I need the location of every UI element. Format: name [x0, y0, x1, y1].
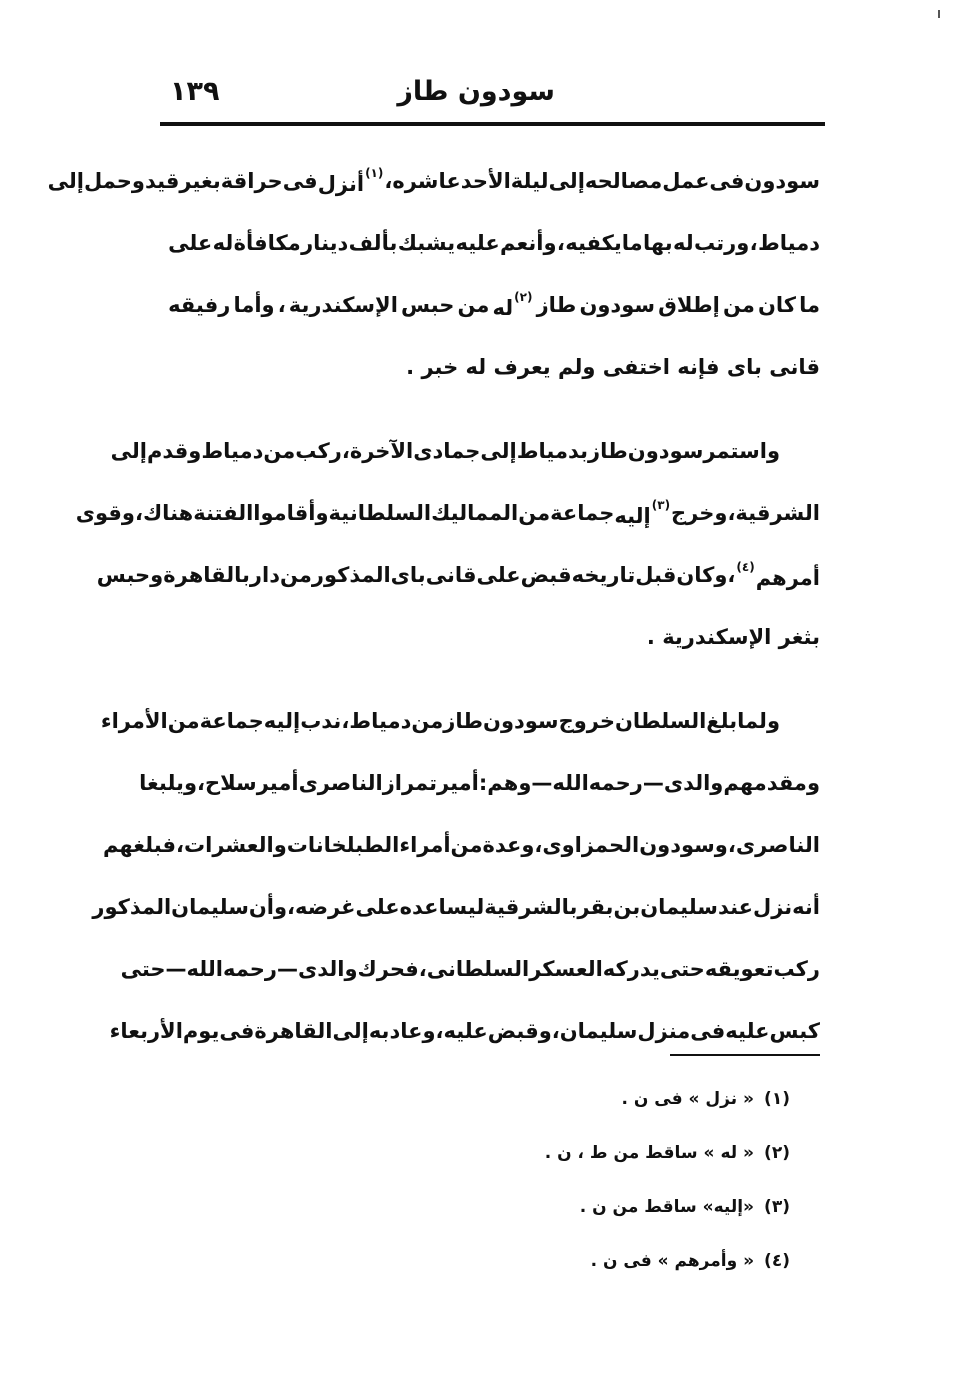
- word: سليمان: [171, 895, 249, 919]
- text-line: [100, 690, 820, 752]
- word: دمياط: [757, 231, 820, 255]
- word: —: [531, 771, 553, 795]
- word: المذكور: [311, 563, 391, 587]
- word: سودون: [627, 439, 704, 463]
- word: حراقة: [220, 169, 283, 193]
- word: ندب: [300, 709, 342, 733]
- word: على: [168, 231, 213, 255]
- word: ،: [418, 957, 427, 981]
- word: ويلبغا: [139, 771, 197, 795]
- word: —: [277, 957, 298, 981]
- word: وكان: [676, 563, 728, 587]
- word: قانى: [425, 563, 477, 587]
- word: السلطانى: [426, 957, 530, 981]
- footnote-number: (٤): [764, 1251, 790, 1271]
- word: عليه: [725, 1019, 770, 1043]
- word: ،: [727, 833, 736, 857]
- footnote-item: [490, 1234, 790, 1288]
- word: بالشرقية: [484, 895, 578, 919]
- word: الحمزاوى: [542, 833, 640, 857]
- word: السلطانية: [328, 501, 432, 525]
- footnote-text: « نزل » فى ن .: [621, 1089, 755, 1109]
- footnote-text: « له » ساقط من ط ، ن .: [544, 1143, 755, 1163]
- word: نزل: [753, 895, 793, 919]
- word: مكافأة: [233, 231, 301, 255]
- word: وأن: [248, 895, 288, 919]
- paragraph-1: [47, 150, 820, 398]
- word: اختفى: [602, 355, 670, 379]
- word: بن: [613, 895, 641, 919]
- word: سودون: [579, 293, 656, 317]
- word: وهم: [487, 771, 532, 795]
- word: رحمه: [588, 771, 643, 795]
- word: واستمر: [703, 439, 780, 463]
- word: رفيقه: [168, 293, 231, 317]
- text-line: [102, 814, 820, 876]
- footnote-number: (٢): [764, 1143, 790, 1163]
- word: عمل: [662, 169, 710, 193]
- word: أمراء: [399, 833, 451, 857]
- word: إليه: [614, 504, 651, 528]
- word-with-note: [735, 560, 820, 590]
- word: وقوى: [75, 501, 135, 525]
- word: ،: [727, 563, 736, 587]
- word: سودون: [483, 709, 559, 733]
- word: قانى: [769, 355, 820, 379]
- word: وأقاموا: [253, 501, 329, 525]
- word: ما: [799, 293, 820, 317]
- word: وحمل: [83, 169, 145, 193]
- word: الله: [186, 957, 223, 981]
- word: بألف: [348, 231, 398, 255]
- word: دينار: [301, 231, 349, 255]
- word: أمرهم: [755, 566, 820, 590]
- footnote-text: « وأمرهم » فى ن .: [590, 1251, 755, 1271]
- word: حتى: [120, 957, 166, 981]
- word: الله: [552, 771, 589, 795]
- word: بثغر: [778, 625, 820, 649]
- word: فى: [282, 169, 318, 193]
- word: .: [646, 625, 655, 649]
- word: إلى: [110, 439, 148, 463]
- text-line: [168, 212, 820, 274]
- word: ،: [727, 501, 736, 525]
- word: الإسكندرية: [662, 625, 772, 649]
- word: مايكفيه: [565, 231, 643, 255]
- word: من: [280, 563, 312, 587]
- text-line: [109, 1000, 820, 1062]
- word: تاريخه: [571, 563, 636, 587]
- word: منزل: [637, 1019, 691, 1043]
- footnote-number: (١): [764, 1089, 790, 1109]
- word: ركب: [295, 439, 342, 463]
- word: طاز: [588, 439, 628, 463]
- word: أنه: [792, 895, 820, 919]
- word: السلطان: [614, 709, 707, 733]
- word: مصالحه: [584, 169, 663, 193]
- word-with-note: [493, 290, 534, 320]
- word: خروج: [558, 709, 615, 733]
- word: من: [450, 833, 483, 857]
- word: ،: [551, 1019, 560, 1043]
- footnotes: [490, 1072, 790, 1288]
- word: سلاح،: [197, 771, 257, 795]
- word: ركب: [773, 957, 820, 981]
- word: باى: [390, 563, 426, 587]
- word: ،: [534, 833, 543, 857]
- word: إليه: [263, 709, 301, 733]
- word: ،: [341, 709, 350, 733]
- word: إلى: [47, 169, 84, 193]
- word: به: [368, 1019, 390, 1043]
- word: جماعة: [550, 501, 615, 525]
- word: الناصرى: [298, 771, 383, 795]
- word: فبلغهم: [102, 833, 177, 857]
- word: إلى: [548, 169, 585, 193]
- word: الطبلخانات: [286, 833, 400, 857]
- word: عليه: [443, 1019, 488, 1043]
- word: من: [518, 501, 551, 525]
- text-line: [75, 482, 820, 544]
- word: وخرج: [671, 501, 728, 525]
- word: من: [411, 709, 444, 733]
- word: العسكر: [529, 957, 603, 981]
- word: .: [406, 355, 415, 379]
- word: تمراز: [382, 771, 438, 795]
- word: يعرف: [493, 355, 551, 379]
- word: الفتنة: [193, 501, 254, 525]
- word: بقر: [577, 895, 614, 919]
- word: بالقاهرة: [163, 563, 250, 587]
- word: الأمراء: [100, 709, 168, 733]
- word: وقدم: [147, 439, 202, 463]
- word: فى: [690, 1019, 726, 1043]
- word: فإنه: [677, 355, 720, 379]
- footnote-ref-1: (١): [365, 166, 384, 180]
- footnote-ref-3: (٣): [651, 498, 671, 512]
- word: القاهرة: [254, 1019, 333, 1043]
- word: أمير: [437, 771, 479, 795]
- word: ،: [287, 895, 296, 919]
- word: —: [642, 771, 664, 795]
- word: إلى: [332, 1019, 369, 1043]
- paragraph-2: [75, 420, 820, 668]
- word: سودون: [744, 169, 820, 193]
- word: ،: [749, 231, 758, 255]
- word: عاشره،: [384, 169, 461, 193]
- word: الإسكندرية: [288, 293, 398, 317]
- footnote-rule: [670, 1054, 820, 1056]
- text-line: [96, 544, 820, 606]
- word: دمياط: [201, 439, 264, 463]
- word: ،: [134, 501, 143, 525]
- word: من: [722, 293, 755, 317]
- text-line: [168, 606, 820, 668]
- word: له: [673, 231, 694, 255]
- text-line: [92, 876, 820, 938]
- word: ولم: [558, 355, 596, 379]
- word: قبض: [520, 563, 572, 587]
- word: له: [492, 296, 514, 320]
- word: له: [465, 355, 487, 379]
- paragraph-gap: [168, 668, 820, 690]
- scan-mark: [938, 10, 940, 18]
- word: الآخرة،: [341, 439, 414, 463]
- word: من: [167, 709, 200, 733]
- page-header: [160, 72, 825, 122]
- word: رحمه: [222, 957, 277, 981]
- word: دار: [249, 563, 280, 587]
- word: كان: [757, 293, 796, 317]
- word-with-note: [614, 498, 671, 528]
- word: تعويقه: [704, 957, 774, 981]
- word: الأربعاء: [109, 1019, 183, 1043]
- word-with-note: [318, 166, 385, 196]
- word: ورتب: [693, 231, 750, 255]
- word: بغير: [179, 169, 221, 193]
- paragraph-3: [92, 690, 820, 1062]
- word: يوم: [182, 1019, 220, 1043]
- word: قبل: [635, 563, 677, 587]
- paragraph-gap: [168, 398, 820, 420]
- word: دمياط: [349, 709, 412, 733]
- text-line: [139, 752, 820, 814]
- footnote-ref-2: (٢): [514, 290, 533, 304]
- word: وقبض: [487, 1019, 552, 1043]
- word: المماليك: [431, 501, 519, 525]
- footnote-item: [490, 1180, 790, 1234]
- word: ولما: [737, 709, 780, 733]
- word: إطلاق: [658, 293, 720, 317]
- text-line: [168, 336, 820, 398]
- text-line: [110, 420, 820, 482]
- word: باى: [726, 355, 762, 379]
- word: الأحد: [460, 169, 511, 193]
- word: قيد: [144, 169, 180, 193]
- word: يشبك: [397, 231, 456, 255]
- word: وعاد: [389, 1019, 436, 1043]
- word: بها: [643, 231, 673, 255]
- word: عند: [717, 895, 753, 919]
- word: له: [212, 231, 234, 255]
- word: فحرك: [357, 957, 419, 981]
- word: المذكور: [92, 895, 172, 919]
- word: جماعة: [199, 709, 264, 733]
- word: إلى: [480, 439, 517, 463]
- word: والدى: [663, 771, 724, 795]
- word: :: [478, 771, 488, 795]
- word: فى: [709, 169, 745, 193]
- word: يدركه: [602, 957, 660, 981]
- word: ليلة: [510, 169, 549, 193]
- word: جمادى: [413, 439, 481, 463]
- word: هناك: [142, 501, 194, 525]
- word: بلغ: [706, 709, 738, 733]
- word: غرضه: [295, 895, 356, 919]
- word: ،: [277, 293, 286, 317]
- word: وحبس: [96, 563, 164, 587]
- word: من: [457, 293, 490, 317]
- word: من: [263, 439, 296, 463]
- text-line: [47, 150, 820, 212]
- word: الناصرى: [735, 833, 820, 857]
- footnote-item: [490, 1072, 790, 1126]
- running-title: سودون طاز: [397, 76, 555, 107]
- word: ليساعده: [399, 895, 485, 919]
- footnote-ref-4: (٤): [736, 560, 755, 574]
- word: فى: [219, 1019, 255, 1043]
- word: كبس: [769, 1019, 820, 1043]
- word: ،: [176, 833, 185, 857]
- word: وعدة: [482, 833, 535, 857]
- word: خبر: [421, 355, 459, 379]
- word: على: [355, 895, 400, 919]
- word: سليمان: [559, 1019, 638, 1043]
- word: على: [476, 563, 521, 587]
- footnote-item: [490, 1126, 790, 1180]
- text-line: [120, 938, 820, 1000]
- word: طاز: [443, 709, 484, 733]
- word: بدمياط: [516, 439, 589, 463]
- footnote-number: (٣): [764, 1197, 790, 1217]
- header-rule: [160, 122, 825, 126]
- word: وأما: [233, 293, 275, 317]
- footnote-text: «إليه» ساقط من ن .: [579, 1197, 755, 1217]
- word: والدى: [298, 957, 358, 981]
- word: ،: [435, 1019, 444, 1043]
- page-number: ١٣٩: [170, 76, 220, 107]
- word: وأنعم: [500, 231, 557, 255]
- word: ومقدمهم: [723, 771, 820, 795]
- word: طاز: [536, 293, 577, 317]
- word: ،: [556, 231, 565, 255]
- word: حبس: [401, 293, 455, 317]
- word: وسودون: [639, 833, 728, 857]
- word: والعشرات: [184, 833, 287, 857]
- word: أمير: [256, 771, 299, 795]
- main-text: [47, 150, 820, 1062]
- word: سليمان: [640, 895, 718, 919]
- word: أنزل: [317, 172, 365, 196]
- word: —: [165, 957, 187, 981]
- word: عليه: [455, 231, 500, 255]
- word: الشرقية: [735, 501, 820, 525]
- text-line: [168, 274, 820, 336]
- word: حتى: [659, 957, 705, 981]
